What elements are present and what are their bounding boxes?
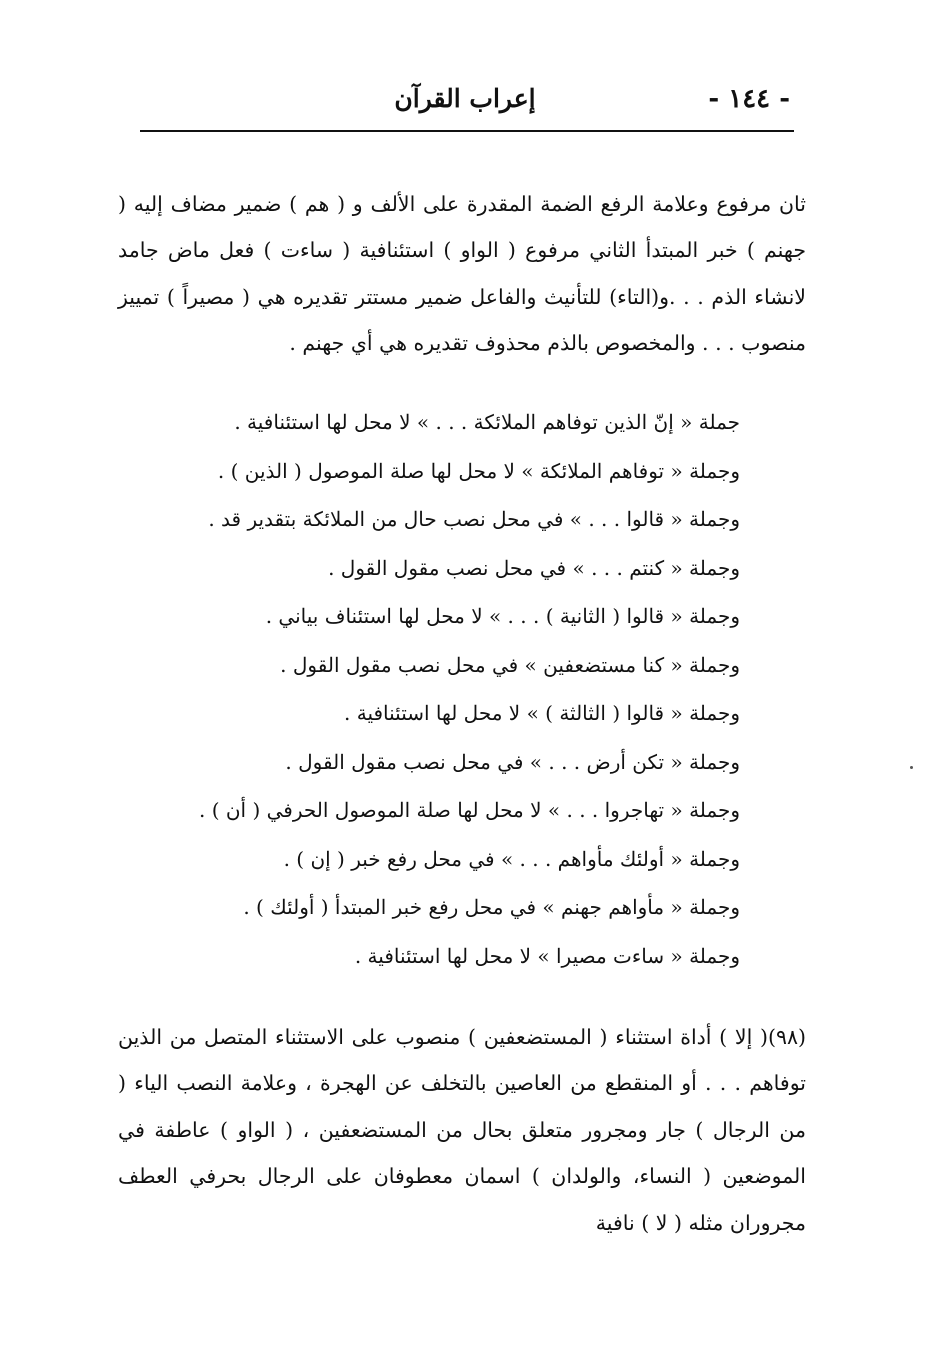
page-header (140, 80, 790, 124)
clause-line: وجملة « توفاهم الملائكة » لا محل لها صلة الموصول ( الذين ) . (217, 458, 740, 483)
paragraph-bottom: (٩٨)( إلا ) أداة استثناء ( المستضعفين ) منصوب على الاستثناء المتصل من الذين توفاهم . . . أو المنقطع من العاصين بالتخلف عن الهجرة ، وعلامة النصب الياء ( من الرجال ) جار ومجرور متعلق بحال من المستضعفين ، ( الواو ) عاطفة في الموضعين ( النساء، والولدان ) اسمان معطوفان على الرجال بحرفي العطف مجروران مثله ( لا ) نافية (118, 1024, 806, 1235)
scan-speck (910, 766, 913, 769)
clause-line: وجملة « قالوا ( الثالثة ) » لا محل لها استئنافية . (344, 701, 740, 725)
clause-line: وجملة « كنتم . . . » في محل نصب مقول القول . (328, 555, 740, 580)
running-title: إعراب القرآن (394, 84, 536, 113)
clause-list (130, 398, 740, 980)
clause-line: جملة « إنّ الذين توفاهم الملائكة . . . » لا محل لها استئنافية . (234, 410, 740, 434)
clause-line: وجملة « قالوا ( الثانية ) . . . » لا محل لها استئناف بياني . (265, 604, 740, 628)
clause-line: وجملة « تهاجروا . . . » لا محل لها صلة الموصول الحرفي ( أن ) . (198, 798, 740, 822)
clause-line: وجملة « مأواهم جهنم » في محل رفع خبر المبتدأ ( أولئك ) . (243, 895, 740, 919)
clause-line: وجملة « أولئك مأواهم . . . » في محل رفع خبر ( إن ) . (283, 846, 740, 871)
clause-line: وجملة « كنا مستضعفين » في محل نصب مقول القول . (280, 652, 740, 677)
page-number: - ١٤٤ - (708, 84, 790, 114)
header-rule (140, 130, 794, 132)
paragraph-top: ثان مرفوع وعلامة الرفع الضمة المقدرة على الألف و ( هم ) ضمير مضاف إليه ( جهنم ) خبر المبتدأ الثاني مرفوع ( الواو ) استئنافية ( ساءت ) فعل ماض جامد لانشاء الذم . . .و(التاء) للتأنيث والفاعل ضمير مستتر تقديره هي ( مصيراً ) تمييز منصوب . . . والمخصوص بالذم محذوف تقديره هي أي جهنم . (118, 191, 806, 355)
clause-line: وجملة « ساءت مصيرا » لا محل لها استئنافية . (354, 943, 740, 968)
clause-line: وجملة « قالوا . . . » في محل نصب حال من الملائكة بتقدير قد . (208, 507, 740, 531)
clause-line: وجملة « تكن أرض . . . » في محل نصب مقول القول . (285, 749, 740, 774)
